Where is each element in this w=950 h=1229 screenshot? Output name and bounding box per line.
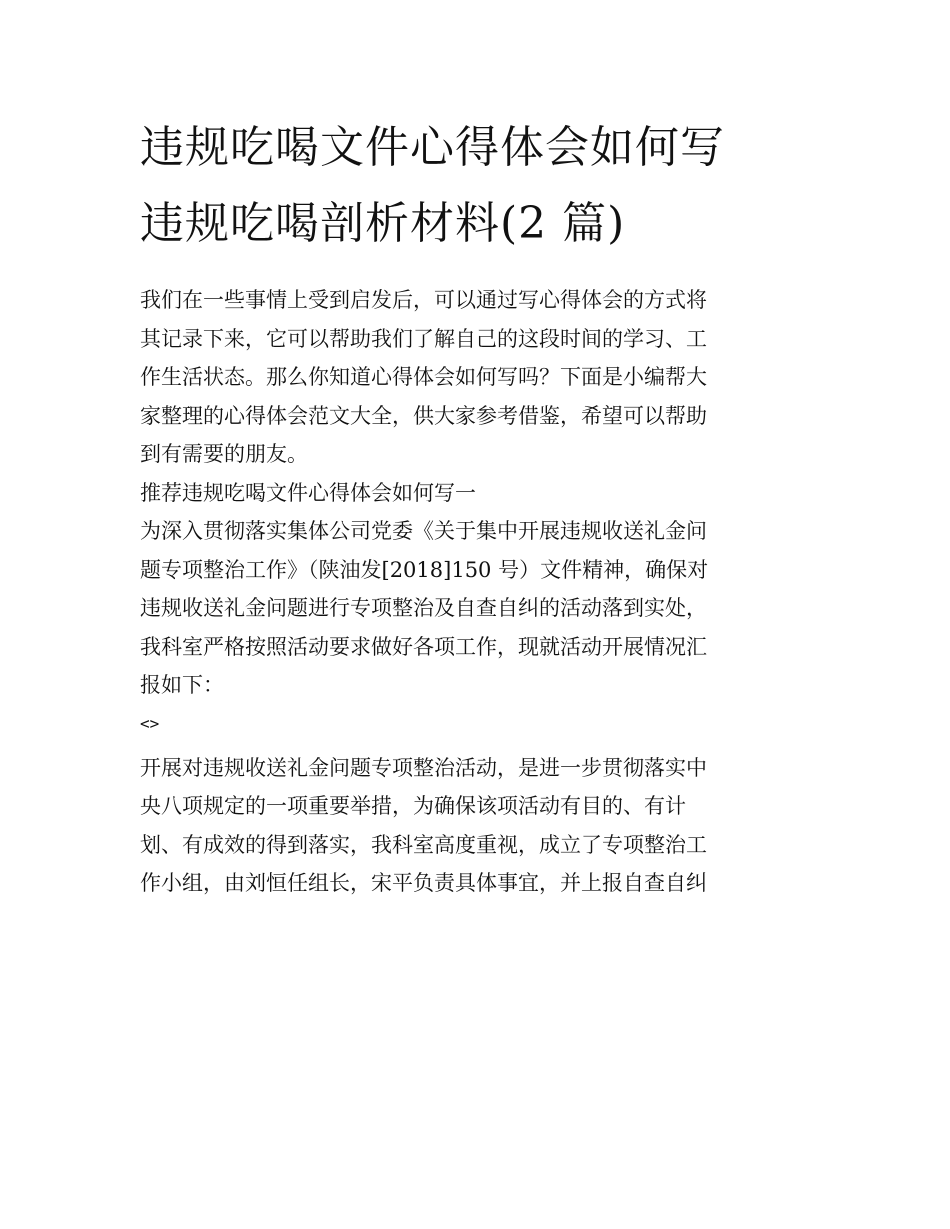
- text-line: 报如下：: [140, 673, 224, 697]
- text-line: 央八项规定的一项重要举措，为确保该项活动有目的、有计: [140, 794, 686, 818]
- text-line: 开展对违规收送礼金问题专项整治活动，是进一步贯彻落实中: [140, 755, 707, 780]
- text-line: 我科室严格按照活动要求做好各项工作，现就活动开展情况汇: [140, 634, 707, 659]
- document-body: [140, 281, 820, 903]
- title-line-1: 违规吃喝文件心得体会如何写: [140, 122, 725, 173]
- text-line: 为深入贯彻落实集体公司党委《关于集中开展违规收送礼金问: [140, 519, 707, 543]
- text-line: 我们在一些事情上受到启发后，可以通过写心得体会的方式将: [140, 288, 707, 312]
- paragraph-1: [140, 512, 820, 705]
- section-heading: [140, 474, 820, 513]
- paragraph-2: [140, 749, 820, 903]
- symbol-text: <>: [140, 713, 160, 733]
- page-title: [140, 110, 830, 262]
- text-line: 到有需要的朋友。: [140, 442, 308, 466]
- title-line-2: 违规吃喝剖析材料(2 篇): [140, 198, 626, 249]
- symbol-line: [140, 705, 820, 749]
- text-line: 违规收送礼金问题进行专项整治及自查自纠的活动落到实处，: [140, 596, 707, 620]
- text-line: 其记录下来，它可以帮助我们了解自己的这段时间的学习、工: [140, 326, 707, 351]
- section-heading-text: 推荐违规吃喝文件心得体会如何写一: [140, 480, 476, 505]
- text-line: 题专项整治工作》（陕油发[2018]150 号）文件精神，确保对: [140, 557, 709, 582]
- text-line: 家整理的心得体会范文大全，供大家参考借鉴，希望可以帮助: [140, 403, 707, 428]
- text-line: 作小组，由刘恒任组长，宋平负责具体事宜，并上报自查自纠: [140, 871, 707, 895]
- text-line: 划、有成效的得到落实，我科室高度重视，成立了专项整治工: [140, 832, 707, 857]
- intro-paragraph: [140, 281, 820, 474]
- text-line: 作生活状态。那么你知道心得体会如何写吗？下面是小编帮大: [140, 365, 707, 389]
